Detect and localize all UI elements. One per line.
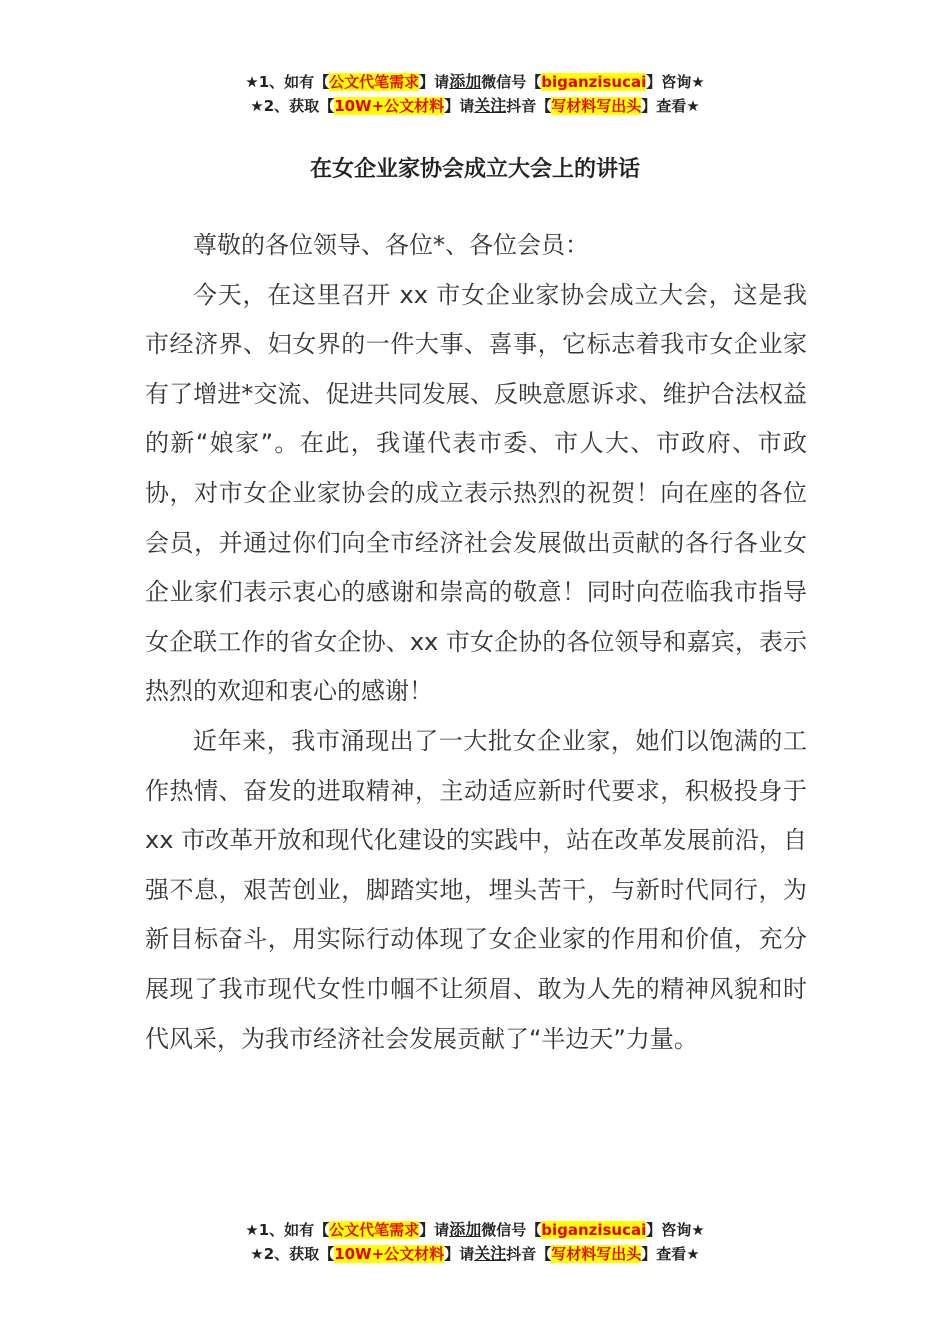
body-paragraph: 近年来，我市涌现出了一大批女企业家，她们以饱满的工作热情、奋发的进取精神，主动适应新时代要求，积极投身于 xx 市改革开放和现代化建设的实践中，站在改革发展前沿，自强不息，艰苦创业，脚踏实地，埋头苦干，与新时代同行，为新目标奋斗，用实际行动体现了女企业家的作用和价值，充分展现了我市现代女性巾帼不让须眉、敢为人先的精神风貌和时代风采，为我市经济社会发展贡献了“半边天”力量。 xyxy=(145,726,807,1053)
promo-text: 抖音【 xyxy=(506,97,552,115)
body-paragraph: 今天，在这里召开 xx 市女企业家协会成立大会，这是我市经济界、妇女界的一件大事、喜事，它标志着我市女企业家有了增进*交流、促进共同发展、反映意愿诉求、维护合法权益的新“娘家”。在此，我谨代表市委、市人大、市政府、市政协，对市女企业家协会的成立表示热烈的祝贺！向在座的各位会员，并通过你们向全市经济社会发展做出贡献的各行各业女企业家们表示衷心的感谢和崇高的敬意！同时向莅临我市指导女企联工作的省女企协、xx 市女企协的各位领导和嘉宾，表示热烈的欢迎和衷心的感谢！ xyxy=(145,280,807,706)
promo-text: 】请 xyxy=(444,97,475,115)
promo-text: 】请 xyxy=(419,1221,450,1239)
promo-highlight: 10W+公文材料 xyxy=(334,1245,445,1263)
promo-text: ★1、如有【 xyxy=(245,73,330,91)
promo-highlight: 10W+公文材料 xyxy=(334,97,445,115)
document-body xyxy=(145,221,807,1064)
promo-highlight: 写材料写出头 xyxy=(551,1245,642,1263)
document-title: 在女企业家协会成立大会上的讲话 xyxy=(309,157,640,182)
promo-emphasis: 添加 xyxy=(449,72,482,91)
promo-line-1 xyxy=(0,1218,950,1242)
promo-banner-bottom xyxy=(0,1218,950,1266)
promo-banner-top xyxy=(0,70,950,118)
promo-text: 】查看★ xyxy=(641,97,700,115)
promo-highlight: 写材料写出头 xyxy=(551,97,642,115)
promo-highlight: 公文代笔需求 xyxy=(329,1221,420,1239)
promo-text: 抖音【 xyxy=(506,1245,552,1263)
promo-line-2 xyxy=(0,94,950,118)
promo-emphasis: 关注 xyxy=(474,96,507,115)
salutation: 尊敬的各位领导、各位*、各位会员： xyxy=(193,231,589,259)
promo-highlight: biganzisucai xyxy=(541,1221,647,1239)
promo-line-2 xyxy=(0,1242,950,1266)
promo-text: ★1、如有【 xyxy=(245,1221,330,1239)
promo-text: ★2、获取【 xyxy=(250,1245,335,1263)
promo-text: 微信号【 xyxy=(481,73,542,91)
promo-highlight: biganzisucai xyxy=(541,73,647,91)
promo-text: ★2、获取【 xyxy=(250,97,335,115)
promo-text: 微信号【 xyxy=(481,1221,542,1239)
promo-highlight: 公文代笔需求 xyxy=(329,73,420,91)
promo-text: 】查看★ xyxy=(641,1245,700,1263)
promo-line-1 xyxy=(0,70,950,94)
promo-emphasis: 关注 xyxy=(474,1244,507,1263)
promo-text: 】咨询★ xyxy=(646,73,705,91)
promo-text: 】咨询★ xyxy=(646,1221,705,1239)
promo-text: 】请 xyxy=(419,73,450,91)
promo-text: 】请 xyxy=(444,1245,475,1263)
promo-emphasis: 添加 xyxy=(449,1220,482,1239)
